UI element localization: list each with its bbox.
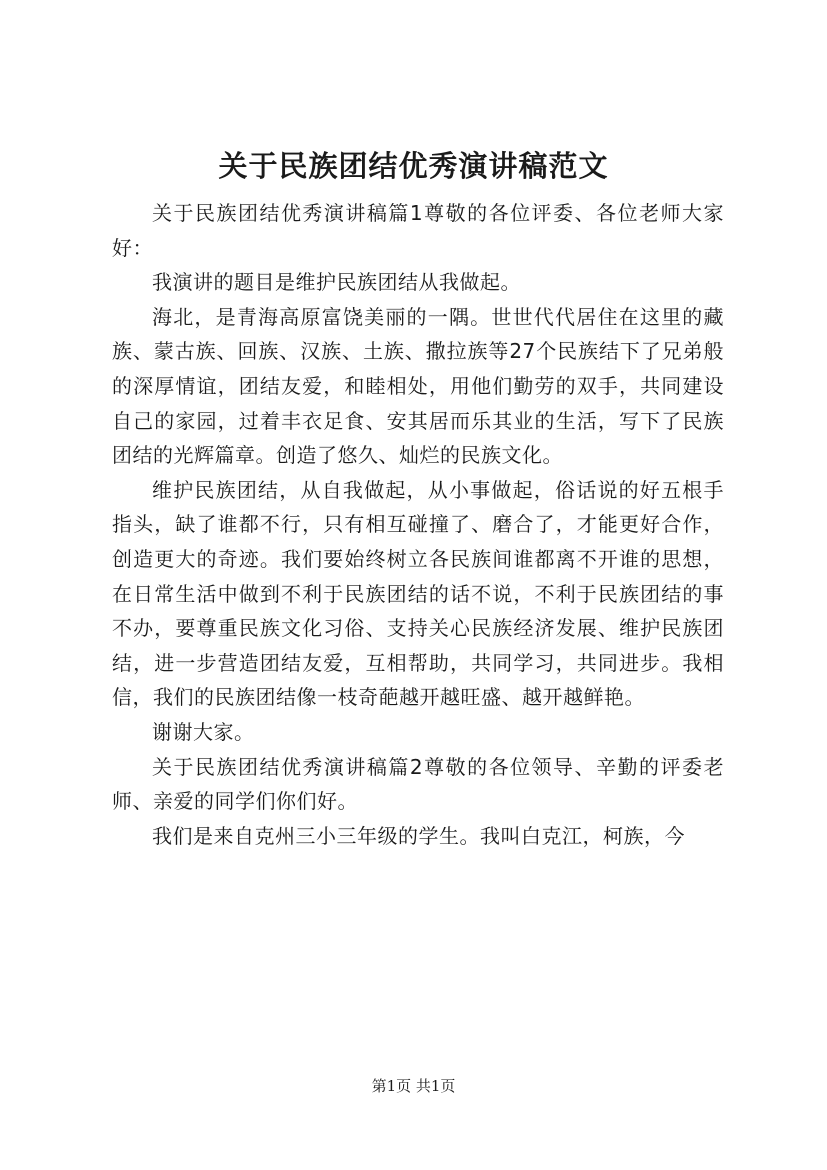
document-title: 关于民族团结优秀演讲稿范文 bbox=[218, 149, 609, 183]
paragraph: 关于民族团结优秀演讲稿篇1尊敬的各位评委、各位老师大家好： bbox=[112, 201, 724, 260]
paragraph: 我们是来自克州三小三年级的学生。我叫白克江，柯族，今 bbox=[152, 823, 685, 848]
paragraph: 关于民族团结优秀演讲稿篇2尊敬的各位领导、辛勤的评委老师、亲爱的同学们你们好。 bbox=[112, 754, 724, 814]
document-body bbox=[112, 196, 724, 853]
paragraph: 维护民族团结，从自我做起，从小事做起，俗话说的好五根手指头，缺了谁都不行，只有相互碰撞了、磨合了，才能更好合作，创造更大的奇迹。我们要始终树立各民族间谁都离不开谁的思想，在日常生活中做到不利于民族团结的话不说，不利于民族团结的事不办，要尊重民族文化习俗、支持关心民族经济发展、维护民族团结，进一步营造团结友爱，互相帮助，共同学习，共同进步。我相信，我们的民族团结像一枝奇葩越开越旺盛、越开越鲜艳。 bbox=[112, 477, 724, 710]
paragraph: 我演讲的题目是维护民族团结从我做起。 bbox=[152, 270, 521, 295]
page-footer: 第1页 共1页 bbox=[371, 1077, 456, 1095]
paragraph: 谢谢大家。 bbox=[152, 719, 255, 744]
paragraph: 海北，是青海高原富饶美丽的一隅。世世代代居住在这里的藏族、蒙古族、回族、汉族、土族、撒拉族等27个民族结下了兄弟般的深厚情谊，团结友爱，和睦相处，用他们勤劳的双手，共同建设自己的家园，过着丰衣足食、安其居而乐其业的生活，写下了民族团结的光辉篇章。创造了悠久、灿烂的民族文化。 bbox=[112, 304, 724, 468]
